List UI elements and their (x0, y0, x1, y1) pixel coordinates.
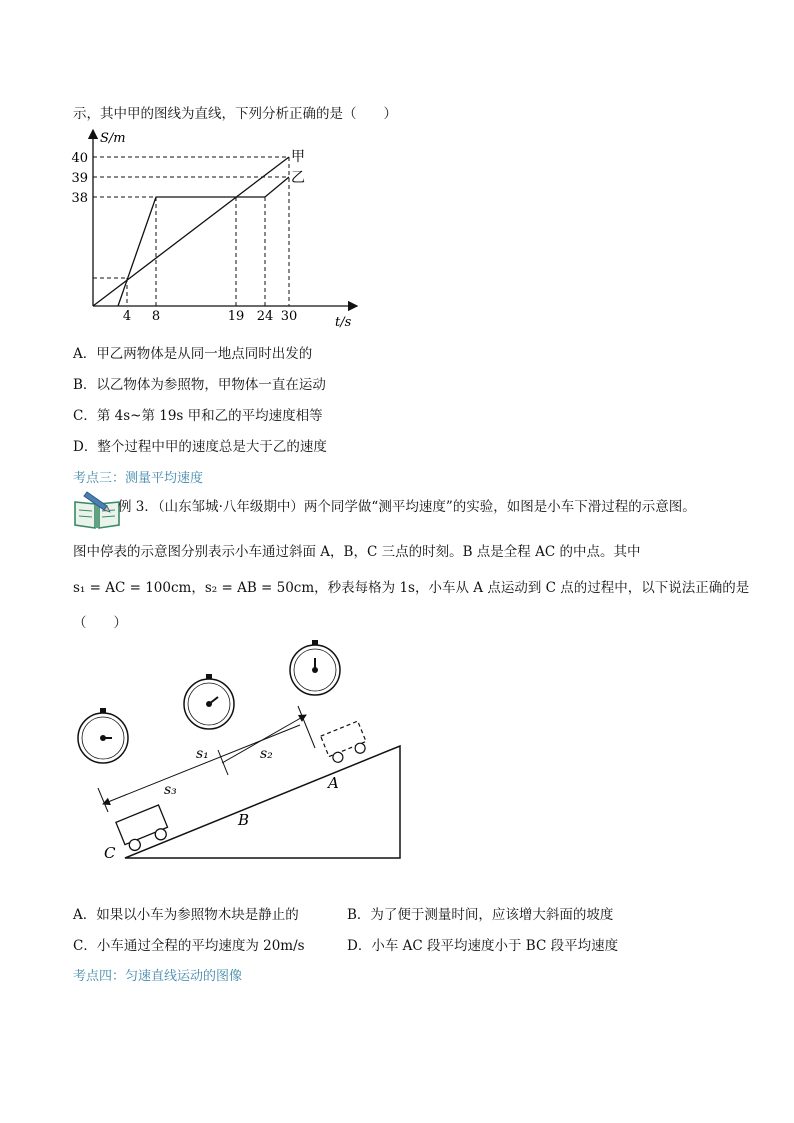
line-jia (93, 157, 289, 306)
label-jia: 甲 (291, 149, 305, 165)
example-book-icon (73, 490, 121, 530)
label-a: A (328, 774, 339, 792)
s3-arrow (103, 725, 300, 804)
label-yi: 乙 (291, 170, 305, 186)
q2-option-a[interactable]: A．甲乙两物体是从同一地点同时出发的 (73, 346, 313, 362)
s-t-graph (60, 120, 370, 335)
question-stem: 示，其中甲的图线为直线，下列分析正确的是（ ） (73, 106, 397, 122)
x-tick-4: 4 (122, 309, 132, 324)
section-heading-3: 考点三：测量平均速度 (73, 471, 204, 486)
stopwatch-c (78, 708, 128, 763)
stopwatch-a (290, 640, 340, 695)
label-s1: s₁ (196, 746, 209, 762)
car-at-a (321, 721, 370, 765)
ex3-option-a[interactable]: A．如果以小车为参照物木块是静止的 (73, 907, 299, 923)
example3-line1: 例 3．（山东邹城·八年级期中）两个同学做“测平均速度”的实验，如图是小车下滑过程的示意图。 (118, 499, 696, 515)
incline-figure (70, 636, 410, 866)
q2-option-b[interactable]: B．以乙物体为参照物，甲物体一直在运动 (73, 377, 326, 393)
y-tick-39: 39 (71, 171, 88, 186)
example3-line2: 图中停表的示意图分别表示小车通过斜面 A，B，C 三点的时刻。B 点是全程 AC 的中点。其中 (73, 544, 641, 560)
y-tick-40: 40 (71, 151, 88, 166)
y-tick-38: 38 (71, 191, 88, 206)
example3-answer-bracket: （ ） (73, 615, 127, 631)
ex3-option-b[interactable]: B．为了便于测量时间，应该增大斜面的坡度 (347, 907, 614, 923)
y-axis-label: S/m (100, 131, 126, 146)
label-s3: s₃ (164, 782, 177, 798)
q2-option-d[interactable]: D．整个过程中甲的速度总是大于乙的速度 (73, 439, 327, 455)
x-tick-8: 8 (151, 309, 161, 324)
x-axis-label: t/s (335, 315, 352, 330)
ex3-option-c[interactable]: C．小车通过全程的平均速度为 20m/s (73, 938, 305, 954)
x-tick-30: 30 (280, 309, 298, 324)
line-yi (118, 177, 289, 306)
x-tick-24: 24 (256, 309, 274, 324)
x-tick-19: 19 (227, 309, 245, 324)
example3-line3: s₁ = AC = 100cm，s₂ = AB = 50cm，秒表每格为 1s，小车从 A 点运动到 C 点的过程中，以下说法正确的是 (73, 580, 750, 596)
label-s2: s₂ (260, 746, 273, 762)
stopwatch-b (184, 674, 234, 729)
ex3-option-d[interactable]: D．小车 AC 段平均速度小于 BC 段平均速度 (347, 938, 619, 954)
incline-ramp (125, 746, 400, 858)
q2-option-c[interactable]: C．第 4s~第 19s 甲和乙的平均速度相等 (73, 408, 323, 424)
label-b: B (238, 811, 250, 829)
label-c: C (104, 844, 116, 862)
section-heading-4: 考点四：匀速直线运动的图像 (73, 969, 243, 984)
